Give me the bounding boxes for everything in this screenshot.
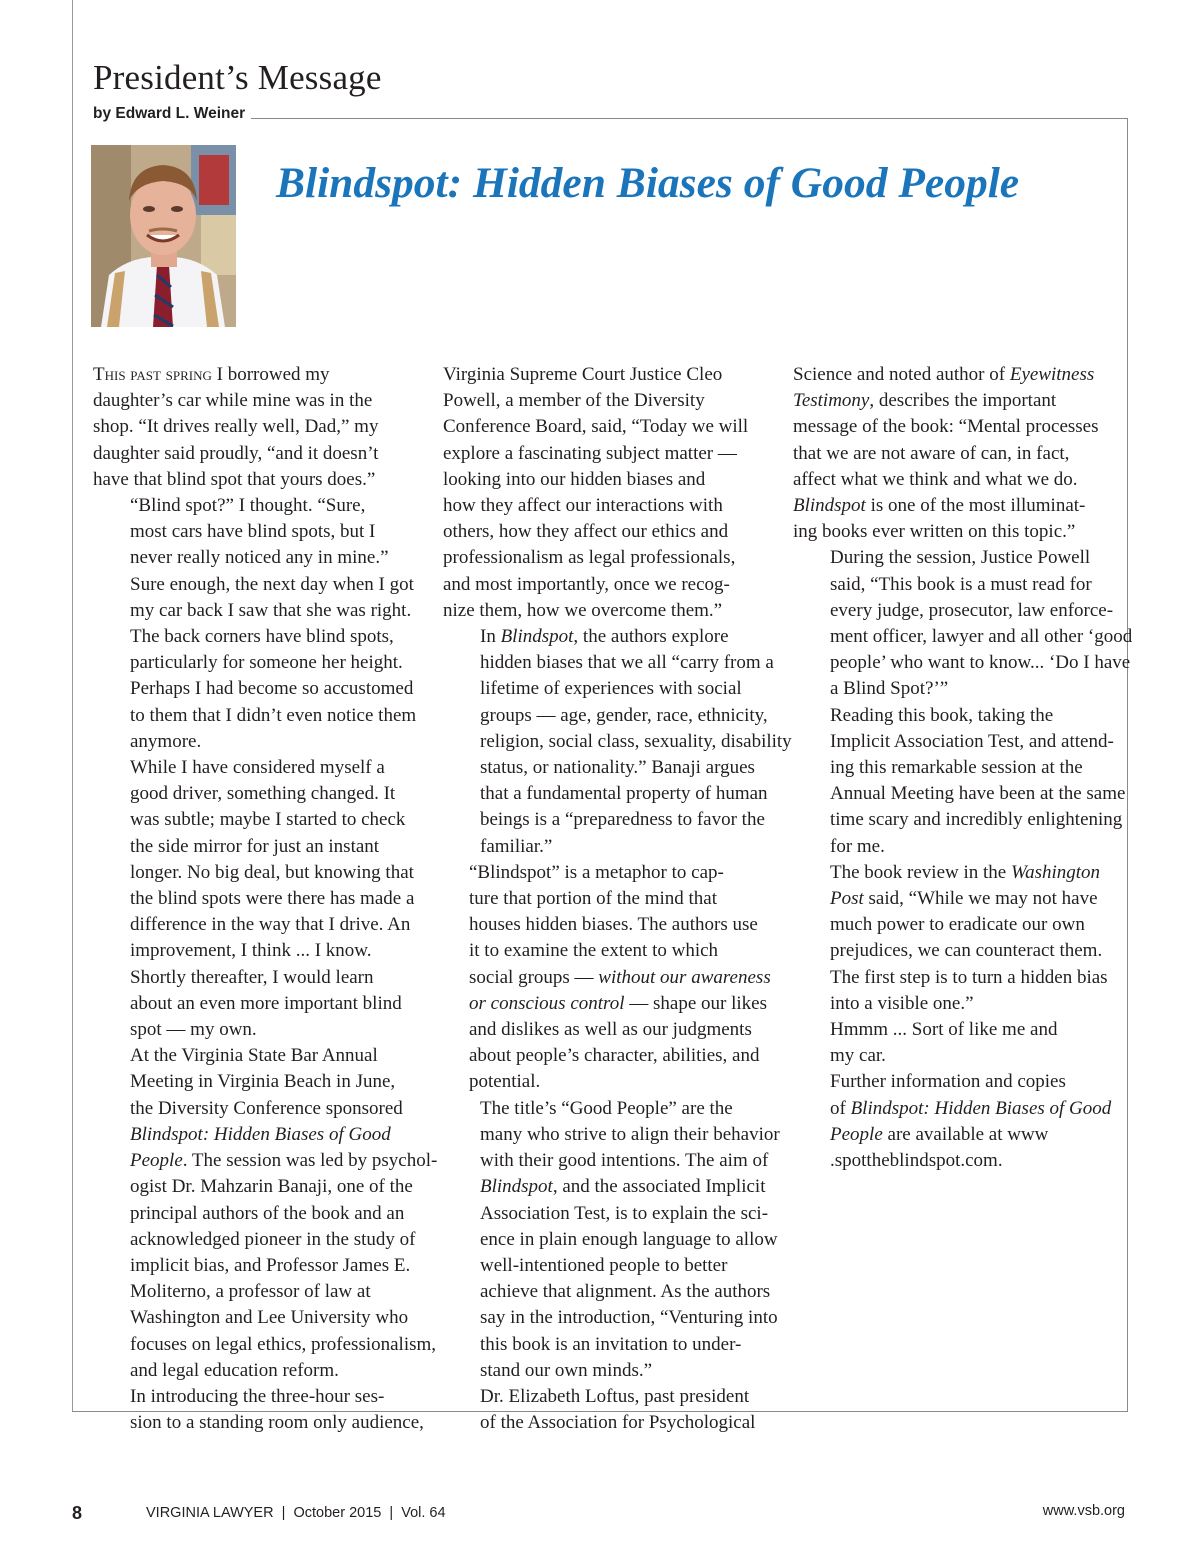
paragraph: At the Virginia State Bar Annual Meeting in Virginia Beach in June, the Diversity Conference sponsored Blindspot: Hidden Biases of Good People. The session was led by psychol- ogist Dr. Mahzarin Banaji, one of the principal authors of the book and an acknowledged pioneer in the study of implicit bias, and Professor James E. Moliterno, a professor of law at Washington and Lee University who focuses on legal ethics, professionalism, and legal education reform.: [130, 1045, 438, 1381]
publication-info: VIRGINIA LAWYER | October 2015 | Vol. 64: [146, 1505, 446, 1521]
byline-rule: [251, 118, 1128, 119]
paragraph: While I have considered myself a good driver, something changed. It was subtle; maybe I started to check the side mirror for just an instant longer. No big deal, but knowing that the blind spots were there has made a difference in the way that I drive. An improvement, I think ... I know.: [130, 757, 415, 962]
website-link-text: .spottheblindspot.com.: [830, 1150, 1003, 1172]
paragraph: In introducing the three-hour ses- sion to a standing room only audience,: [130, 1385, 424, 1434]
frame-right-rule: [1127, 118, 1128, 1412]
paragraph: Science and noted author of Eyewitness Testimony, describes the important message of the book: “Mental processes that we are not aware of can, in fact, affect what we think and what we do. Blindspot is one of the most illuminat- ing books ever written on this topic.”: [793, 364, 1099, 543]
article-column-1: [93, 362, 438, 1436]
paragraph: The book review in the Washington Post said, “While we may not have much power to eradicate our own prejudices, we can counteract them. The first step is to turn a hidden bias into a visible one.”: [830, 861, 1108, 1014]
footer-website: www.vsb.org: [1042, 1503, 1125, 1519]
page-number: 8: [72, 1503, 83, 1523]
paragraph: The title’s “Good People” are the many who strive to align their behavior with their good intentions. The aim of Blindspot, and the associated Implicit Association Test, is to explain the sci- ence in plain enough language to allow well-intentioned people to better achieve that alignment. As the authors say in the introduction, “Venturing into this book is an invitation to under- stand our own minds.”: [480, 1097, 780, 1381]
paragraph: During the session, Justice Powell said, “This book is a must read for every judge, prosecutor, law enforce- ment officer, lawyer and all other ‘good people’ who want to know... ‘Do I have a Blind Spot?’”: [830, 547, 1133, 700]
paragraph: Shortly thereafter, I would learn about an even more important blind spot — my own.: [130, 966, 402, 1041]
lead-in: This past spring: [93, 364, 212, 385]
paragraph: Hmmm ... Sort of like me and my car.: [830, 1019, 1058, 1067]
paragraph: This past spring I borrowed my daughter’s car while mine was in the shop. “It drives really well, Dad,” my daughter said proudly, “and it doesn’t have that blind spot that yours does.”: [93, 364, 379, 490]
author-portrait: [91, 145, 236, 327]
paragraph: Virginia Supreme Court Justice Cleo Powell, a member of the Diversity Conference Board, said, “Today we will explore a fascinating subject matter — looking into our hidden biases and how they affect our interactions with others, how they affect our ethics and professionalism as legal professionals, and most importantly, once we recog- nize them, how we overcome them.”: [443, 364, 749, 621]
page-left-rule: [72, 0, 73, 1412]
section-title: President’s Message: [93, 58, 382, 97]
article-title: Blindspot: Hidden Biases of Good People: [276, 159, 1020, 207]
paragraph: Dr. Elizabeth Loftus, past president of the Association for Psychological: [480, 1385, 756, 1434]
paragraph: Further information and copies of Blindspot: Hidden Biases of Good People are available at www .spottheblindspot.com.: [793, 1069, 1115, 1174]
article-column-3: [793, 362, 1133, 1174]
byline: by Edward L. Weiner: [93, 105, 246, 122]
paragraph: In Blindspot, the authors explore hidden biases that we all “carry from a lifetime of experiences with social groups — age, gender, race, ethnicity, religion, social class, sexuality, disability status, or nationality.” Banaji argues that a fundamental property of human beings is a “preparedness to favor the familiar.”: [480, 626, 792, 857]
paragraph: Reading this book, taking the Implicit Association Test, and attend- ing this remarkable session at the Annual Meeting have been at the same time scary and incredibly enlightening for me.: [830, 704, 1126, 857]
paragraph: “Blind spot?” I thought. “Sure, most cars have blind spots, but I never really noticed any in mine.” Sure enough, the next day when I got my car back I saw that she was right. The back corners have blind spots, particularly for someone her height. Perhaps I had become so accustomed to them that I didn’t even notice them anymore.: [130, 495, 417, 752]
article-column-2: [443, 362, 792, 1436]
paragraph: “Blindspot” is a metaphor to cap- ture that portion of the mind that houses hidden biases. The authors use it to examine the extent to which social groups — without our awareness or conscious control — shape our likes and dislikes as well as our judgments about people’s character, abilities, and potential.: [469, 861, 771, 1093]
